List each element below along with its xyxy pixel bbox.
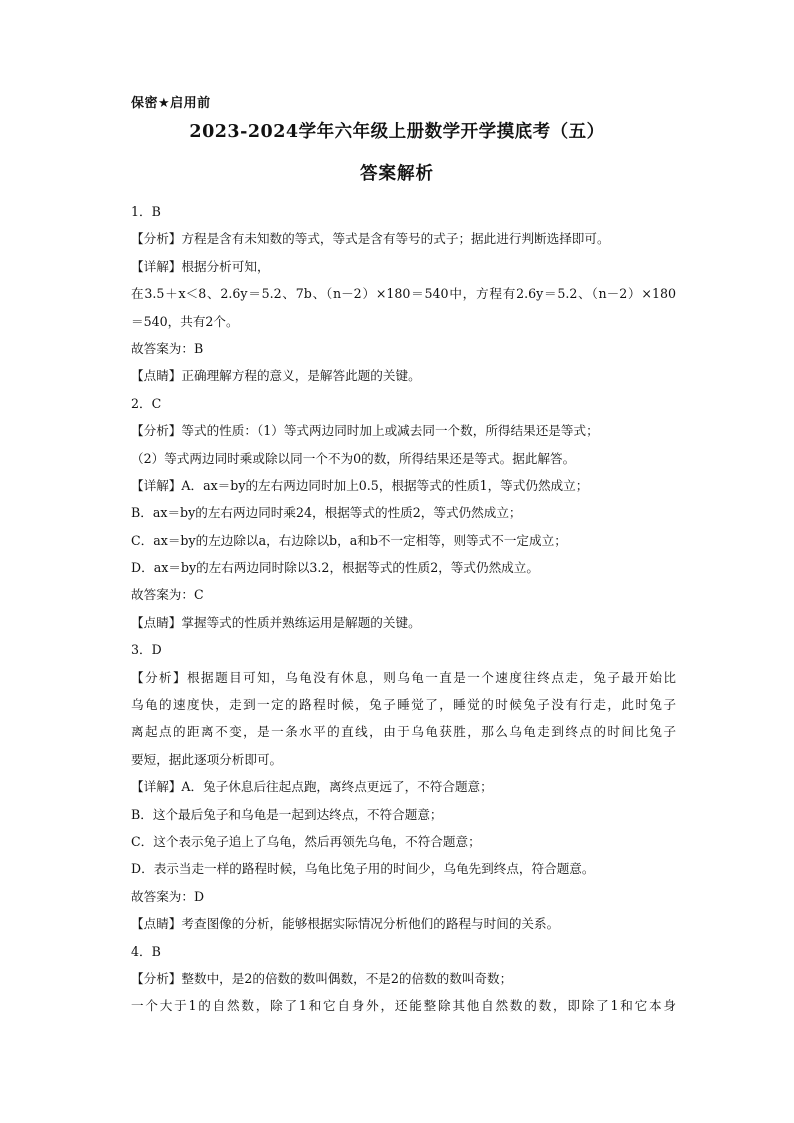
answer-line: 故答案为：B <box>131 340 204 356</box>
answer-number: 3．D <box>131 642 162 658</box>
detail-line: 【详解】A．ax＝by的左右两边同时加上0.5，根据等式的性质1，等式仍然成立； <box>131 477 589 493</box>
confidential-label: 保密★启用前 <box>131 96 211 111</box>
answer-line: 故答案为：D <box>131 888 205 904</box>
detail-line: D．ax＝by的左右两边同时除以3.2，根据等式的性质2，等式仍然成立。 <box>131 560 539 576</box>
detail-line: ＝540，共有2个。 <box>131 313 239 329</box>
remark-line: 【点睛】掌握等式的性质并熟练运用是解题的关键。 <box>131 614 421 630</box>
analysis-line: （2）等式两边同时乘或除以同一个不为0的数，所得结果还是等式。据此解答。 <box>131 450 576 466</box>
analysis-line: 一个大于1的自然数，除了1和它自身外，还能整除其他自然数的数，即除了1和它本身 <box>131 998 676 1014</box>
answer-number: 1．B <box>131 204 161 219</box>
document-subtitle: 答案解析 <box>360 164 434 184</box>
detail-line: 【详解】A．兔子休息后往起点跑，离终点更远了，不符合题意； <box>131 779 493 795</box>
answer-number: 4．B <box>131 943 161 959</box>
detail-line: B．ax＝by的左右两边同时乘24，根据等式的性质2，等式仍然成立； <box>131 505 522 521</box>
remark-line: 【点睛】考查图像的分析，能够根据实际情况分析他们的路程与时间的关系。 <box>131 916 560 932</box>
analysis-line: 【分析】方程是含有未知数的等式，等式是含有等号的式子；据此进行判断选择即可。 <box>131 231 610 247</box>
answer-line: 故答案为：C <box>131 587 204 603</box>
answer-body <box>131 198 676 1020</box>
document-title: 2023-2024学年六年级上册数学开学摸底考（五） <box>189 122 605 142</box>
analysis-line: 【分析】整数中，是2的倍数的数叫偶数，不是2的倍数的数叫奇数； <box>131 970 513 986</box>
detail-line: 在3.5＋x＜8、2.6y＝5.2、7b、（n－2）×180＝540中，方程有2.6y＝5.2、（n－2）×180 <box>131 286 676 302</box>
analysis-line: 要短，据此逐项分析即可。 <box>131 751 283 767</box>
detail-line: 【详解】根据分析可知， <box>131 258 270 274</box>
analysis-line: 乌龟的速度快，走到一定的路程时候，兔子睡觉了，睡觉的时候兔子没有行走，此时兔子 <box>131 697 676 713</box>
analysis-line: 离起点的距离不变，是一条水平的直线，由于乌龟获胜，那么乌龟走到终点的时间比兔子 <box>131 724 676 740</box>
detail-line: B．这个最后兔子和乌龟是一起到达终点，不符合题意； <box>131 806 443 822</box>
answer-number: 2．C <box>131 395 162 411</box>
detail-line: D．表示当走一样的路程时候，乌龟比兔子用的时间少，乌龟先到终点，符合题意。 <box>131 861 595 877</box>
detail-line: C．ax＝by的左边除以a，右边除以b，a和b不一定相等，则等式不一定成立； <box>131 532 567 548</box>
remark-line: 【点睛】正确理解方程的意义，是解答此题的关键。 <box>131 368 421 384</box>
analysis-line: 【分析】等式的性质：（1）等式两边同时加上或减去同一个数，所得结果还是等式； <box>131 423 599 439</box>
analysis-line: 【分析】根据题目可知，乌龟没有休息，则乌龟一直是一个速度往终点走，兔子最开始比 <box>131 669 676 685</box>
detail-line: C．这个表示兔子追上了乌龟，然后再领先乌龟，不符合题意； <box>131 833 481 849</box>
